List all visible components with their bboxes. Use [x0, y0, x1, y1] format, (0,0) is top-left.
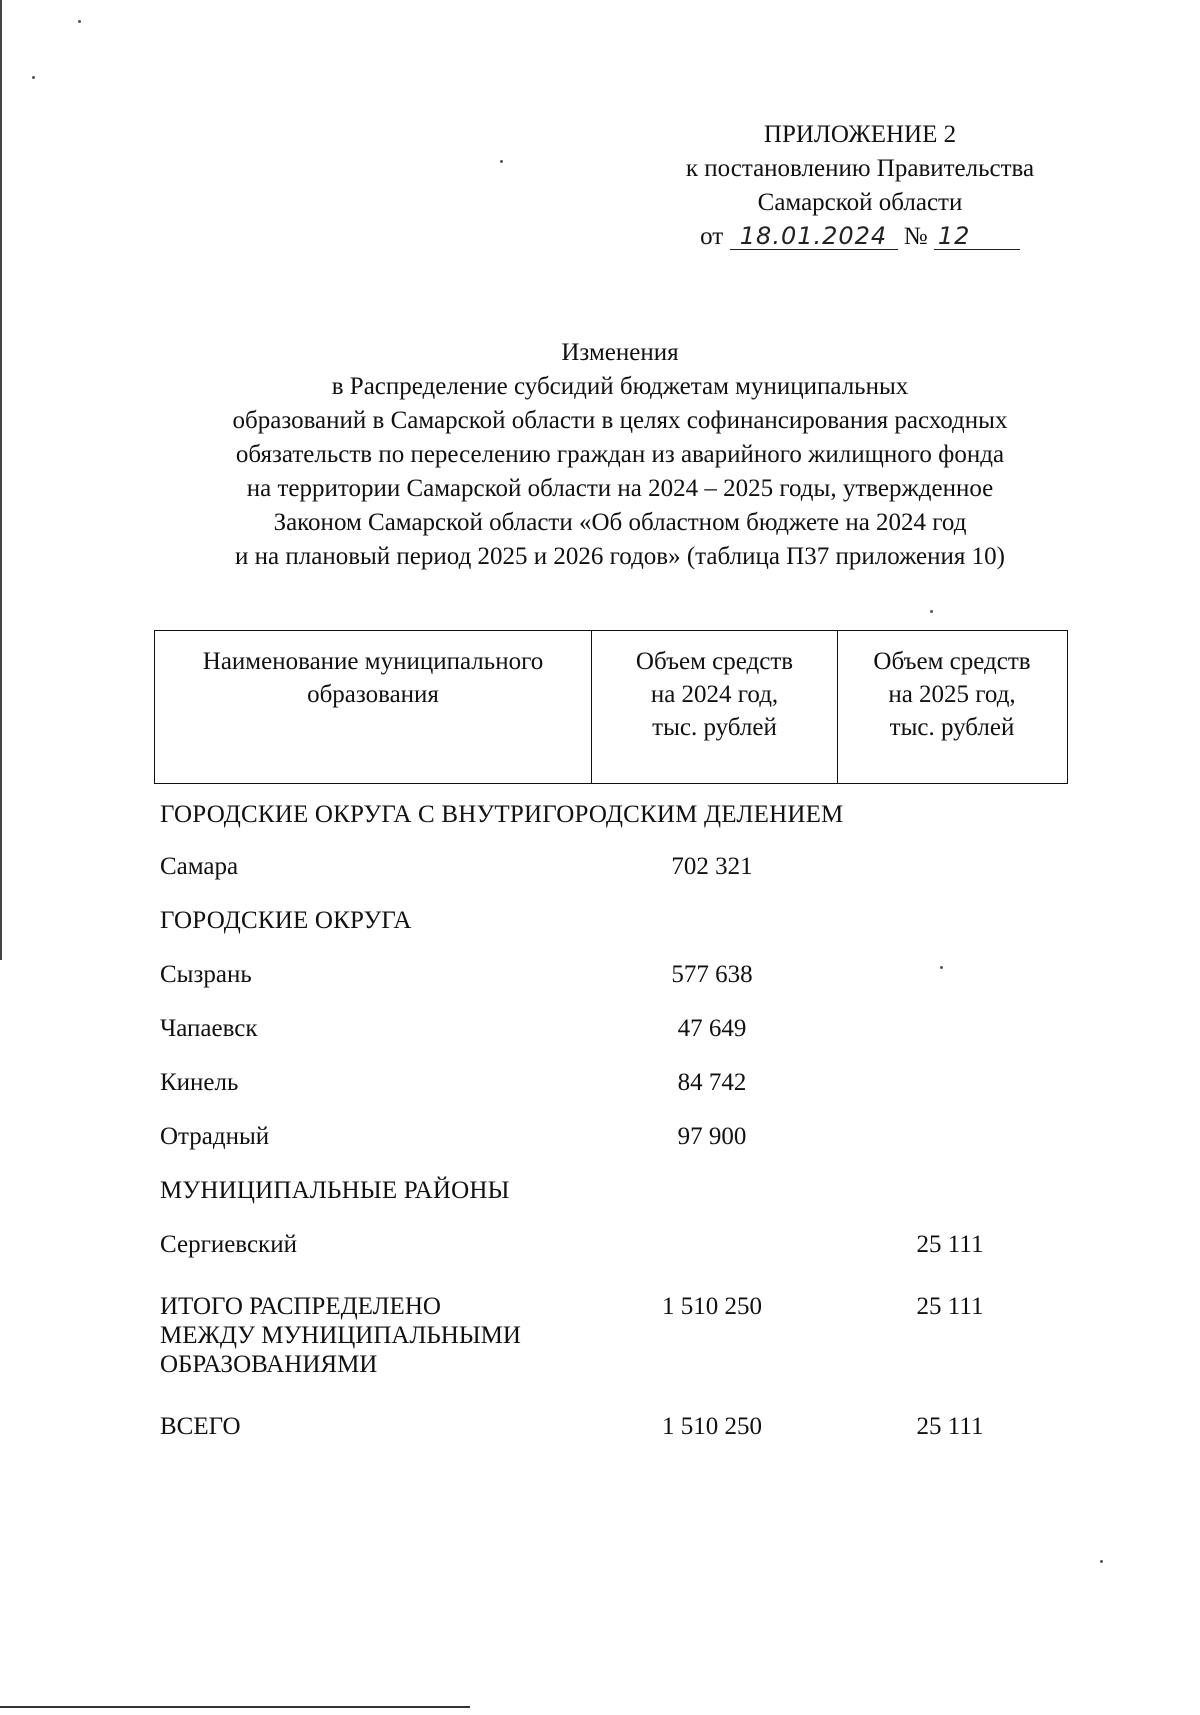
header-text: Наименование муниципального — [202, 648, 544, 675]
header-cell-name — [155, 631, 592, 783]
header-text: на 2025 год, — [888, 681, 1016, 708]
header-text: Объем средств — [873, 648, 1031, 675]
row-name: Сызрань — [160, 961, 252, 988]
title-line: Изменения — [561, 339, 679, 366]
row-value-2025: 25 111 — [916, 1231, 984, 1258]
title-line: Законом Самарской области «Об областном бюджете на 2024 год — [273, 509, 967, 536]
row-value-2024: 47 649 — [677, 1015, 747, 1042]
row-name: МУНИЦИПАЛЬНЫЕ РАЙОНЫ — [160, 1177, 510, 1204]
scan-speck — [940, 966, 943, 969]
grand-total-value-2025: 25 111 — [916, 1413, 984, 1440]
appendix-line-2: к постановлению Правительства — [685, 155, 1035, 182]
row-name: ГОРОДСКИЕ ОКРУГА — [160, 907, 412, 934]
total-name-line: МЕЖДУ МУНИЦИПАЛЬНЫМИ — [160, 1322, 521, 1349]
date-prefix: от — [700, 223, 724, 250]
row-value-2024: 97 900 — [677, 1123, 747, 1150]
scan-speck — [500, 160, 503, 163]
handwritten-number: 12 — [934, 223, 1020, 250]
row-name: Сергиевский — [160, 1231, 297, 1258]
appendix-header — [640, 118, 1080, 254]
total-name-line: ОБРАЗОВАНИЯМИ — [160, 1351, 378, 1378]
document-title — [100, 336, 1140, 574]
header-text: образования — [307, 681, 439, 708]
scan-edge — [0, 0, 2, 960]
scan-speck — [1100, 1560, 1103, 1563]
header-text: на 2024 год, — [650, 681, 779, 708]
handwritten-date: 18.01.2024 — [730, 223, 898, 250]
header-text: тыс. рублей — [652, 714, 777, 741]
table-header — [154, 630, 1068, 784]
grand-total-name: ВСЕГО — [160, 1413, 241, 1440]
total-value-2024: 1 510 250 — [662, 1293, 762, 1320]
total-name-line: ИТОГО РАСПРЕДЕЛЕНО — [160, 1293, 441, 1320]
scan-speck — [78, 20, 81, 23]
row-name: Кинель — [160, 1069, 239, 1096]
title-line: в Распределение субсидий бюджетам муниципальных — [331, 373, 909, 400]
row-name: Самара — [160, 853, 239, 880]
row-name: Отрадный — [160, 1123, 270, 1150]
title-line: обязательств по переселению граждан из аварийного жилищного фонда — [235, 441, 1005, 468]
header-cell-2024 — [592, 631, 838, 783]
row-name: ГОРОДСКИЕ ОКРУГА С ВНУТРИГОРОДСКИМ ДЕЛЕНИЕМ — [160, 801, 844, 828]
title-line: и на плановый период 2025 и 2026 годов» (таблица П37 приложения 10) — [235, 543, 1005, 570]
scan-bottom-line — [0, 1706, 470, 1708]
title-line: на территории Самарской области на 2024 – 2025 годы, утвержденное — [246, 475, 994, 502]
header-text: тыс. рублей — [889, 714, 1015, 741]
scan-speck — [930, 610, 933, 613]
total-name — [160, 1292, 521, 1379]
number-sign: № — [903, 223, 928, 250]
row-value-2024: 702 321 — [671, 853, 753, 880]
header-text: Объем средств — [635, 648, 794, 675]
scan-speck — [32, 76, 35, 79]
date-number-line — [640, 220, 1080, 254]
title-line: образований в Самарской области в целях софинансирования расходных — [232, 407, 1008, 434]
row-name: Чапаевск — [160, 1015, 258, 1042]
row-value-2024: 577 638 — [671, 961, 753, 988]
row-value-2024: 84 742 — [677, 1069, 747, 1096]
grand-total-value-2024: 1 510 250 — [662, 1413, 762, 1440]
header-cell-2025 — [838, 631, 1066, 783]
total-value-2025: 25 111 — [916, 1293, 984, 1320]
appendix-line-3: Самарской области — [757, 189, 963, 216]
appendix-title: ПРИЛОЖЕНИЕ 2 — [763, 121, 957, 148]
